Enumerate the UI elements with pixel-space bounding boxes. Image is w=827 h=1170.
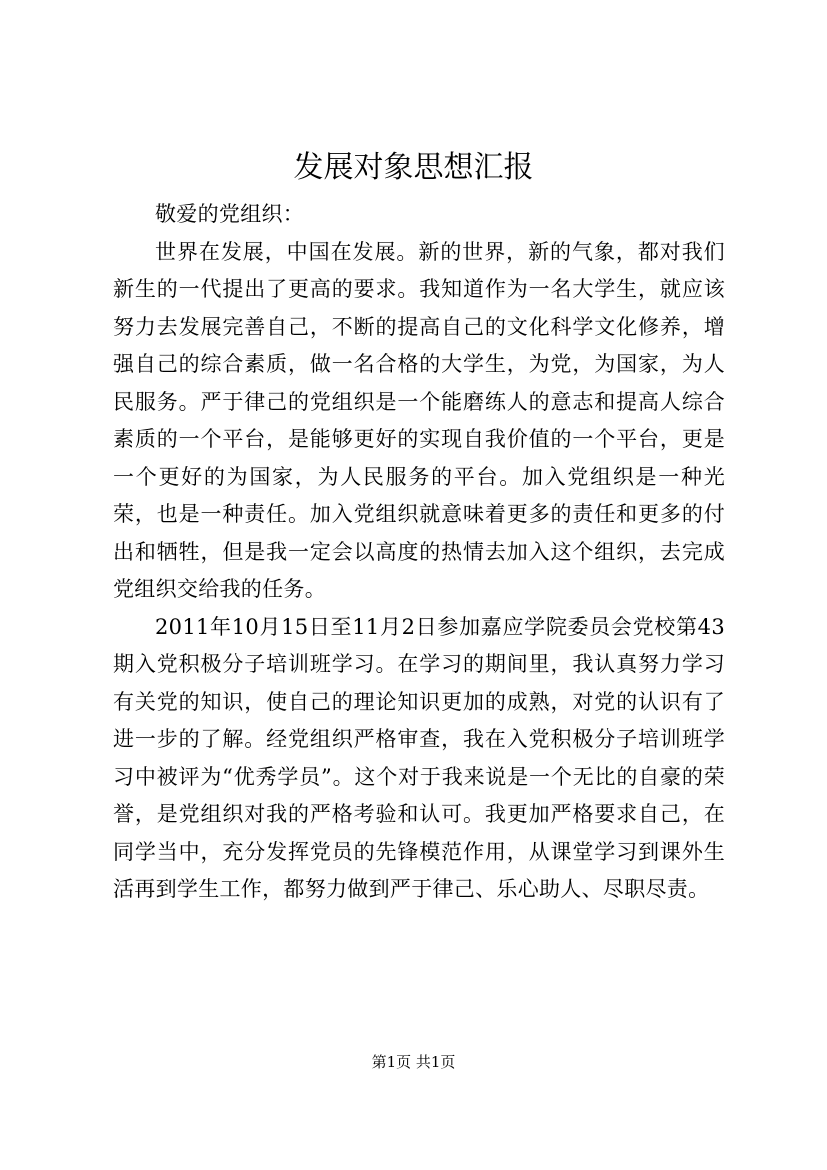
document-title: 发展对象思想汇报	[293, 150, 534, 185]
page-number-footer: 第1页 共1页	[371, 1053, 456, 1071]
document-body	[113, 196, 725, 909]
paragraph-2: 2011年10月15日至11月2日参加嘉应学院委员会党校第43期入党积极分子培训班学习。在学习的期间里，我认真努力学习有关党的知识，使自己的理论知识更加的成熟，对党的认识有了进一步的了解。经党组织严格审查，我在入党积极分子培训班学习中被评为“优秀学员”。这个对于我来说是一个无比的自豪的荣誉，是党组织对我的严格考验和认可。我更加严格要求自己，在同学当中，充分发挥党员的先锋模范作用，从课堂学习到课外生活再到学生工作，都努力做到严于律己、乐心助人、尽职尽责。	[113, 614, 725, 901]
paragraph-1: 世界在发展，中国在发展。新的世界，新的气象，都对我们新生的一代提出了更高的要求。我知道作为一名大学生，就应该努力去发展完善自己，不断的提高自己的文化科学文化修养，增强自己的综合素质，做一名合格的大学生，为党，为国家，为人民服务。严于律己的党组织是一个能磨练人的意志和提高人综合素质的一个平台，是能够更好的实现自我价值的一个平台，更是一个更好的为国家，为人民服务的平台。加入党组织是一种光荣，也是一种责任。加入党组织就意味着更多的责任和更多的付出和牺牲，但是我一定会以高度的热情去加入这个组织，去完成党组织交给我的任务。	[113, 239, 725, 601]
greeting-line: 敬爱的党组织：	[155, 202, 305, 226]
